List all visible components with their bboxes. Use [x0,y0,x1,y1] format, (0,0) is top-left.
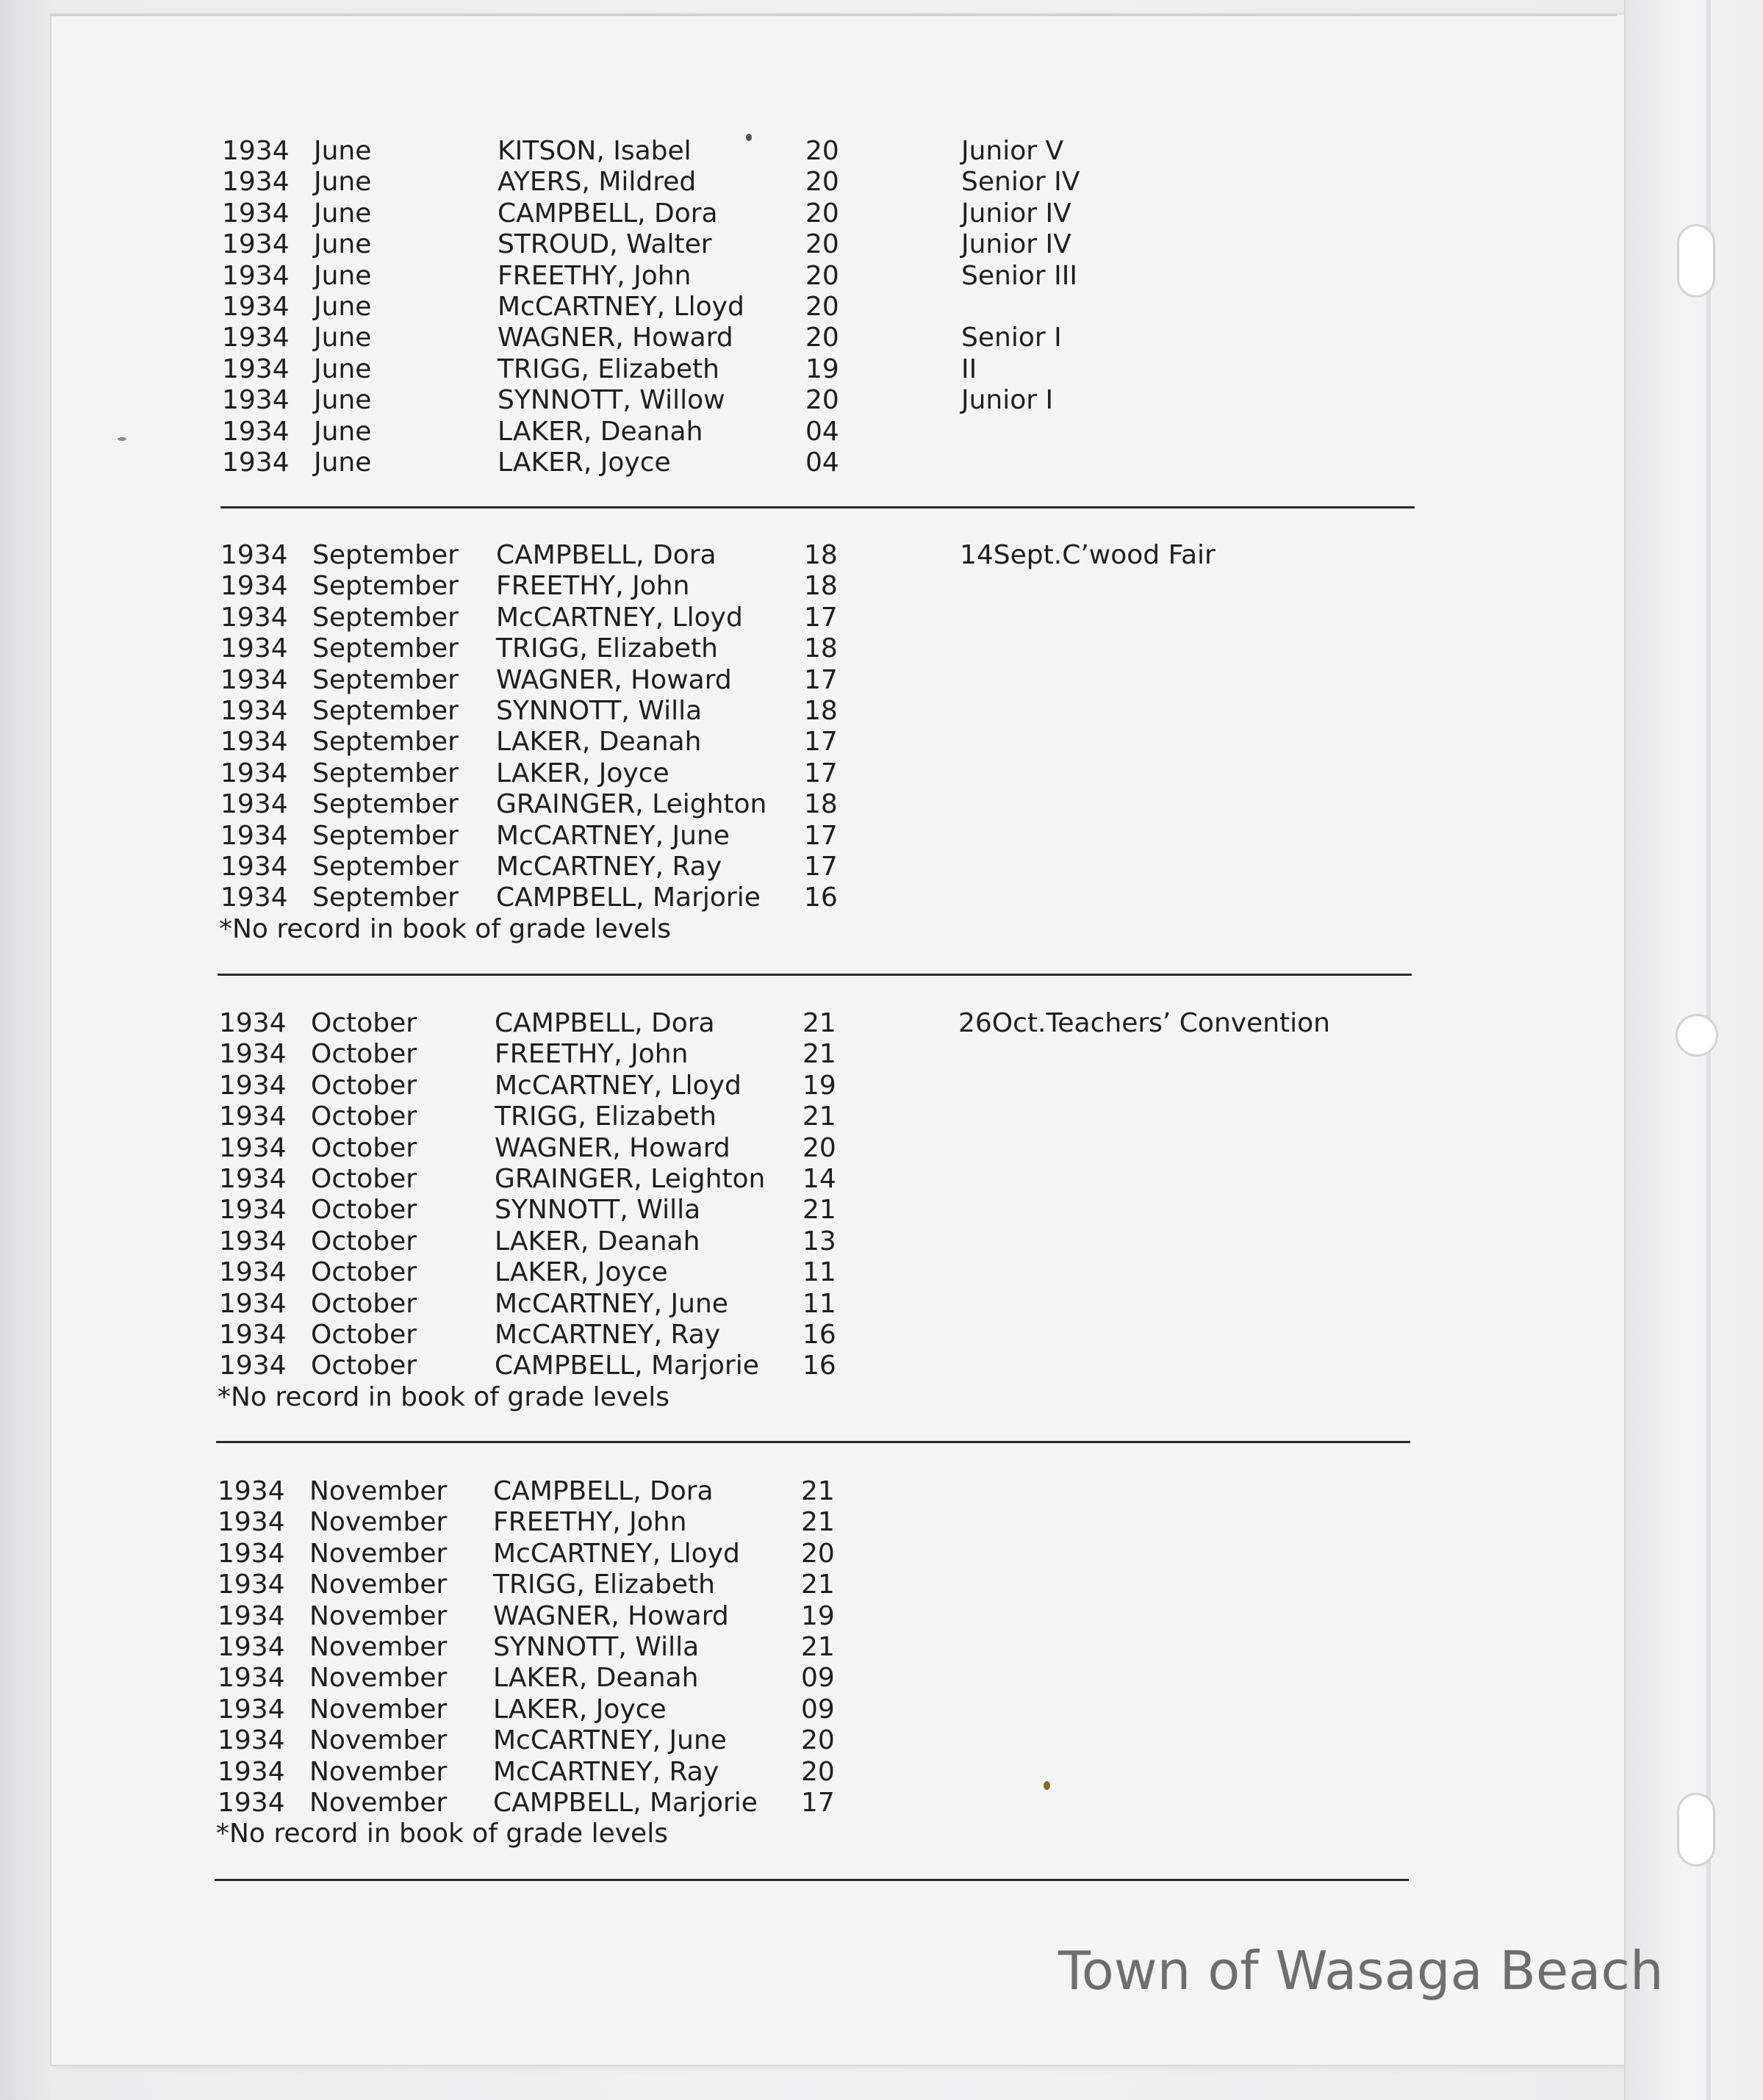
cell-month: June [314,136,372,166]
cell-month: September [312,882,459,913]
cell-name: WAGNER, Howard [496,664,732,695]
cell-year: 1934 [220,789,288,820]
cell-name: McCARTNEY, June [495,1288,728,1319]
cell-name: SYNNOTT, Willa [496,696,703,726]
cell-year: 1934 [219,1257,287,1288]
cell-days: 18 [804,571,838,602]
cell-month: October [311,1195,417,1226]
cell-year: 1934 [220,727,288,758]
cell-days: 17 [801,1788,835,1818]
cell-name: LAKER, Deanah [498,416,703,447]
cell-name: LAKER, Deanah [496,727,702,758]
cell-name: LAKER, Joyce [495,1257,668,1288]
cell-month: October [311,1226,417,1256]
cell-year: 1934 [219,1288,287,1319]
cell-name: FREETHY, John [495,1039,689,1070]
cell-month: June [314,416,372,447]
cell-month: September [312,602,459,633]
cell-days: 17 [804,852,838,882]
section-divider [215,1879,1409,1881]
cell-year: 1934 [219,1320,287,1350]
cell-year: 1934 [220,758,288,788]
cell-days: 19 [805,353,839,384]
section-divider [218,974,1412,976]
cell-month: June [314,353,372,384]
cell-year: 1934 [222,323,290,353]
cell-days: 04 [805,416,839,447]
cell-year: 1934 [222,167,290,198]
cell-month: November [309,1663,448,1694]
cell-name: GRAINGER, Leighton [496,789,767,820]
cell-days: 21 [802,1101,836,1132]
cell-year: 1934 [220,696,288,726]
cell-month: September [312,852,459,882]
cell-days: 21 [802,1008,836,1038]
cell-month: September [312,540,459,570]
cell-name: FREETHY, John [493,1507,687,1538]
cell-days: 20 [801,1756,835,1787]
cell-month: October [311,1320,417,1350]
cell-name: LAKER, Joyce [496,758,669,788]
cell-name: AYERS, Mildred [498,167,697,198]
cell-name: TRIGG, Elizabeth [496,633,718,664]
cell-name: CAMPBELL, Dora [496,540,717,570]
cell-year: 1934 [220,602,288,633]
footnote: *No record in book of grade levels [218,1381,669,1412]
cell-name: LAKER, Deanah [493,1663,699,1694]
cell-name: McCARTNEY, Lloyd [495,1070,742,1101]
cell-days: 20 [805,198,839,229]
cell-month: November [309,1538,448,1569]
cell-month: June [314,229,372,260]
cell-days: 18 [804,696,838,726]
cell-year: 1934 [220,882,288,913]
cell-days: 21 [802,1039,836,1070]
cell-note: Junior IV [961,198,1071,229]
cell-year: 1934 [218,1694,285,1725]
cell-year: 1934 [220,633,288,664]
cell-days: 19 [802,1070,836,1101]
cell-month: June [314,323,372,353]
cell-note: 14Sept.C’wood Fair [960,540,1216,570]
cell-days: 11 [802,1288,836,1319]
cell-name: McCARTNEY, June [496,820,730,851]
cell-days: 20 [801,1725,835,1756]
cell-month: September [312,571,459,602]
cell-name: SYNNOTT, Willa [495,1195,701,1226]
cell-days: 17 [804,758,838,788]
cell-note: Senior IV [961,167,1080,198]
cell-note: Junior IV [961,229,1071,260]
cell-month: November [309,1507,448,1538]
cell-days: 13 [802,1226,836,1256]
cell-name: CAMPBELL, Marjorie [496,882,761,913]
cell-year: 1934 [218,1538,285,1569]
cell-days: 16 [804,882,838,913]
cell-name: LAKER, Joyce [498,447,671,478]
cell-days: 21 [801,1632,835,1662]
cell-name: LAKER, Joyce [493,1694,667,1725]
cell-days: 21 [801,1507,835,1538]
cell-days: 18 [804,633,838,664]
cell-name: WAGNER, Howard [495,1132,730,1163]
cell-year: 1934 [218,1600,285,1631]
cell-name: McCARTNEY, Lloyd [496,602,743,633]
cell-name: McCARTNEY, June [493,1725,727,1756]
cell-days: 20 [805,167,839,198]
cell-month: October [311,1070,417,1101]
cell-year: 1934 [222,353,290,384]
cell-name: McCARTNEY, Ray [496,852,722,882]
cell-year: 1934 [219,1008,287,1038]
cell-days: 19 [801,1600,835,1631]
cell-year: 1934 [219,1039,287,1070]
cell-days: 20 [805,385,839,416]
cell-name: TRIGG, Elizabeth [495,1101,717,1132]
cell-year: 1934 [220,540,288,570]
cell-name: TRIGG, Elizabeth [498,353,719,384]
cell-name: WAGNER, Howard [493,1600,729,1631]
cell-month: October [311,1288,417,1319]
cell-year: 1934 [218,1725,285,1756]
cell-year: 1934 [219,1226,287,1256]
cell-year: 1934 [222,385,290,416]
cell-name: SYNNOTT, Willa [493,1632,700,1662]
cell-note: 26Oct.Teachers’ Convention [958,1008,1330,1038]
cell-month: November [309,1756,448,1787]
cell-name: McCARTNEY, Ray [493,1756,719,1787]
cell-year: 1934 [222,447,290,478]
cell-year: 1934 [222,260,290,291]
cell-year: 1934 [220,852,288,882]
footnote: *No record in book of grade levels [219,913,671,944]
cell-month: June [314,385,372,416]
cell-days: 20 [801,1538,835,1569]
cell-month: June [314,198,372,229]
cell-month: November [309,1725,448,1756]
cell-days: 20 [805,260,839,291]
cell-month: October [311,1257,417,1288]
cell-days: 16 [802,1351,836,1381]
cell-year: 1934 [222,229,290,260]
cell-days: 09 [801,1663,835,1694]
cell-month: September [312,727,459,758]
cell-name: GRAINGER, Leighton [495,1164,766,1194]
cell-days: 17 [804,602,838,633]
cell-days: 21 [802,1195,836,1226]
cell-name: WAGNER, Howard [498,323,733,353]
cell-name: McCARTNEY, Ray [495,1320,721,1350]
cell-name: CAMPBELL, Marjorie [493,1788,758,1818]
cell-month: September [312,696,459,726]
cell-month: November [309,1694,448,1725]
cell-days: 11 [802,1257,836,1288]
cell-days: 17 [804,664,838,695]
cell-month: September [312,789,459,820]
cell-year: 1934 [219,1132,287,1163]
cell-month: June [314,260,372,291]
cell-year: 1934 [220,571,288,602]
cell-days: 18 [804,540,838,570]
cell-month: September [312,820,459,851]
cell-month: September [312,664,459,695]
cell-days: 16 [802,1320,836,1350]
cell-name: McCARTNEY, Lloyd [493,1538,740,1569]
cell-year: 1934 [218,1507,285,1538]
cell-month: November [309,1788,448,1818]
cell-name: KITSON, Isabel [498,136,692,166]
section-divider [220,506,1415,508]
cell-year: 1934 [222,198,290,229]
cell-note: Junior I [961,385,1054,416]
cell-days: 20 [802,1132,836,1163]
cell-days: 18 [804,789,838,820]
cell-days: 20 [805,323,839,353]
cell-month: November [309,1476,448,1506]
cell-year: 1934 [218,1756,285,1787]
cell-month: September [312,633,459,664]
cell-name: CAMPBELL, Dora [495,1008,715,1038]
cell-year: 1934 [222,292,290,322]
cell-name: SYNNOTT, Willow [498,385,725,416]
cell-year: 1934 [222,136,290,166]
cell-year: 1934 [218,1476,285,1506]
cell-days: 09 [801,1694,835,1725]
cell-name: FREETHY, John [496,571,690,602]
cell-year: 1934 [218,1632,285,1662]
cell-year: 1934 [222,416,290,447]
watermark: Town of Wasaga Beach [1058,1940,1664,2002]
cell-month: June [314,167,372,198]
cell-year: 1934 [218,1569,285,1600]
cell-days: 04 [805,447,839,478]
cell-days: 17 [804,727,838,758]
cell-days: 21 [801,1476,835,1506]
section-divider [216,1441,1410,1443]
cell-name: FREETHY, John [498,260,692,291]
cell-year: 1934 [219,1351,287,1381]
cell-days: 20 [805,292,839,322]
cell-year: 1934 [219,1070,287,1101]
cell-month: October [311,1101,417,1132]
cell-month: June [314,292,372,322]
cell-year: 1934 [219,1195,287,1226]
cell-days: 20 [805,136,839,166]
cell-year: 1934 [219,1101,287,1132]
cell-note: Junior V [961,136,1064,166]
cell-year: 1934 [220,820,288,851]
cell-year: 1934 [218,1663,285,1694]
cell-name: CAMPBELL, Marjorie [495,1351,759,1381]
cell-month: November [309,1632,448,1662]
cell-year: 1934 [218,1788,285,1818]
cell-name: CAMPBELL, Dora [498,198,718,229]
cell-month: October [311,1008,417,1038]
cell-name: TRIGG, Elizabeth [493,1569,715,1600]
cell-days: 14 [802,1164,836,1194]
cell-name: LAKER, Deanah [495,1226,700,1256]
cell-note: Senior I [961,323,1062,353]
cell-month: November [309,1569,448,1600]
cell-note: II [961,353,977,384]
cell-month: October [311,1164,417,1194]
cell-days: 21 [801,1569,835,1600]
cell-days: 17 [804,820,838,851]
cell-name: STROUD, Walter [498,229,712,260]
cell-month: November [309,1600,448,1631]
cell-year: 1934 [219,1164,287,1194]
cell-note: Senior III [961,260,1077,291]
cell-month: October [311,1132,417,1163]
cell-year: 1934 [220,664,288,695]
cell-name: McCARTNEY, Lloyd [498,292,744,322]
cell-days: 20 [805,229,839,260]
cell-month: June [314,447,372,478]
cell-name: CAMPBELL, Dora [493,1476,714,1506]
cell-month: October [311,1351,417,1381]
footnote: *No record in book of grade levels [216,1819,668,1849]
cell-month: September [312,758,459,788]
cell-month: October [311,1039,417,1070]
